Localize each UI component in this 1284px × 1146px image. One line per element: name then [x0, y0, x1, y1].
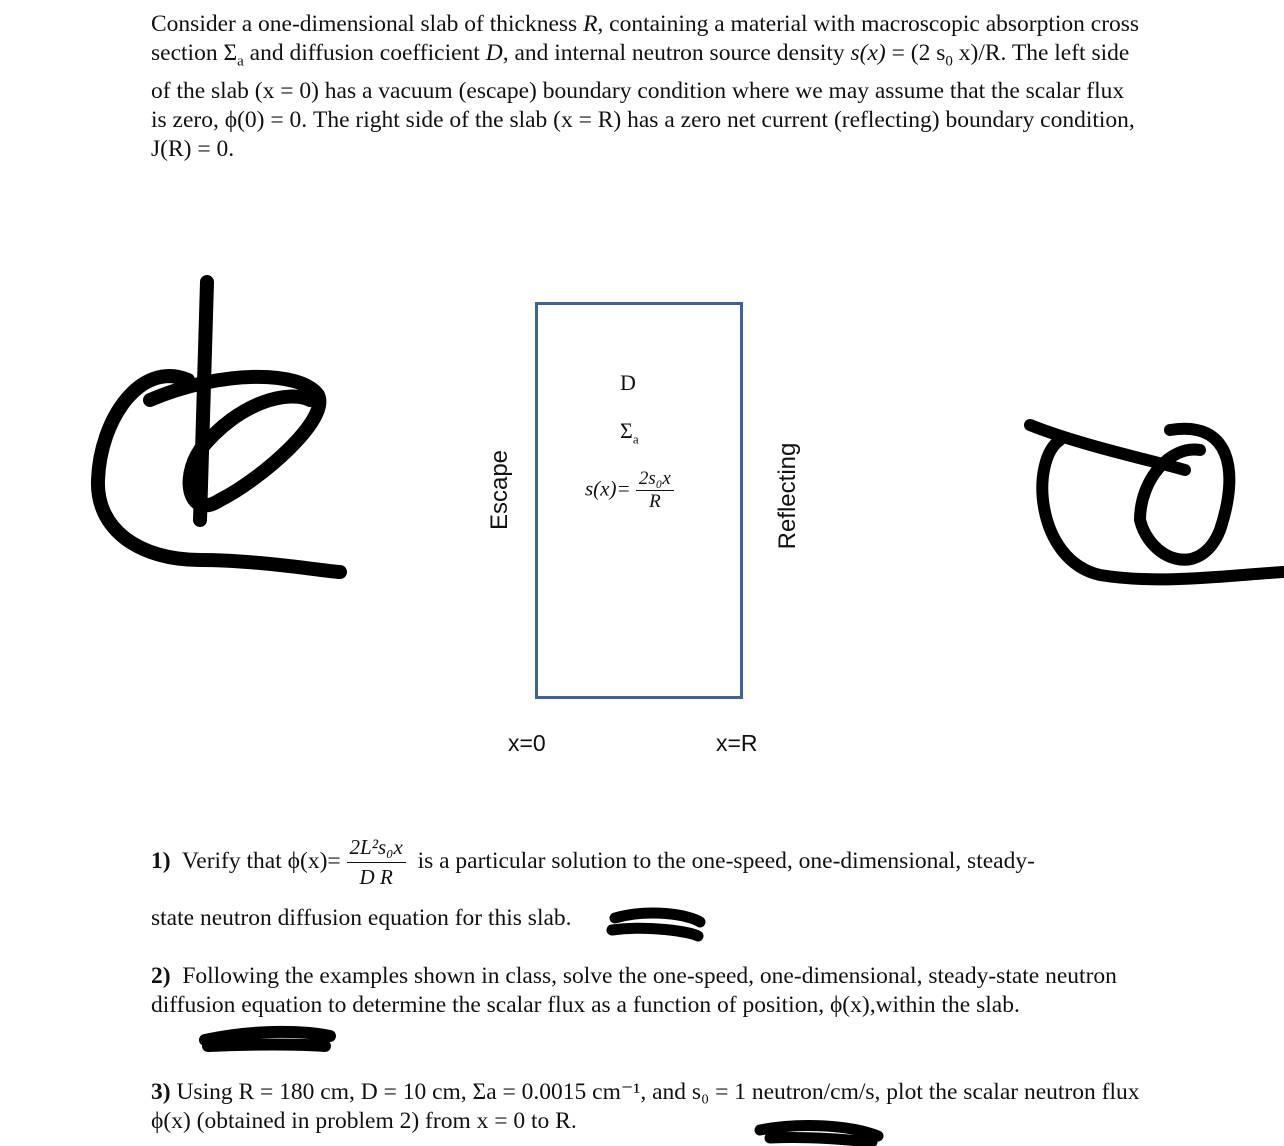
- redaction-mark-2: [205, 1032, 330, 1046]
- diffusion-coefficient-label: D: [620, 370, 636, 395]
- absorption-cross-section-label: $\Sigma_a$: [620, 418, 639, 447]
- right-scribble: [1030, 425, 1284, 579]
- question-1: 1) Verify that ϕ(x)= $\frac{\text{2L²s₀x}}{\text{D R}}$ is a particular solution to the one-speed, one-dimensional, steady-: [151, 835, 1035, 889]
- source-density-equation: s(x)= $\frac{\text{2s₀x}}{R}$: [585, 468, 674, 513]
- redaction-mark-3: [760, 1125, 878, 1142]
- question-3: 3) Using R = 180 cm, D = 10 cm, Σa = 0.0015 cm⁻¹, and s₀ = 1 neutron/cm/s, plot the scalar neutron flux ϕ(x) (obtained in problem 2) from x = 0 to R.: [151, 1079, 1140, 1134]
- x-zero-label: x=0: [508, 730, 546, 756]
- question-1-continued: state neutron diffusion equation for this slab.: [151, 905, 572, 931]
- reflecting-label: Reflecting: [774, 442, 801, 550]
- question-2: 2) Following the examples shown in class, solve the one-speed, one-dimensional, steady-state neutron diffusion equation to determine the scalar flux as a function of position, ϕ(x),within the slab.: [151, 963, 1117, 1018]
- redaction-mark-1: [612, 913, 700, 936]
- left-scribble: [98, 282, 340, 572]
- escape-label: Escape: [486, 449, 513, 531]
- x-r-label: x=R: [716, 730, 758, 756]
- problem-statement: Consider a one-dimensional slab of thickness R, containing a material with macroscopic absorption cross section $\Sigma_a$ and diffusion coefficient D, and internal neutron source density s(x) = (2 $s_0$ x)/R. The left side of the slab (x = 0) has a vacuum (escape) boundary condition where we may assume that the scalar flux is zero, ϕ(0) = 0. The right side of the slab (x = R) has a zero net current (reflecting) boundary condition, J(R) = 0.: [151, 11, 1140, 162]
